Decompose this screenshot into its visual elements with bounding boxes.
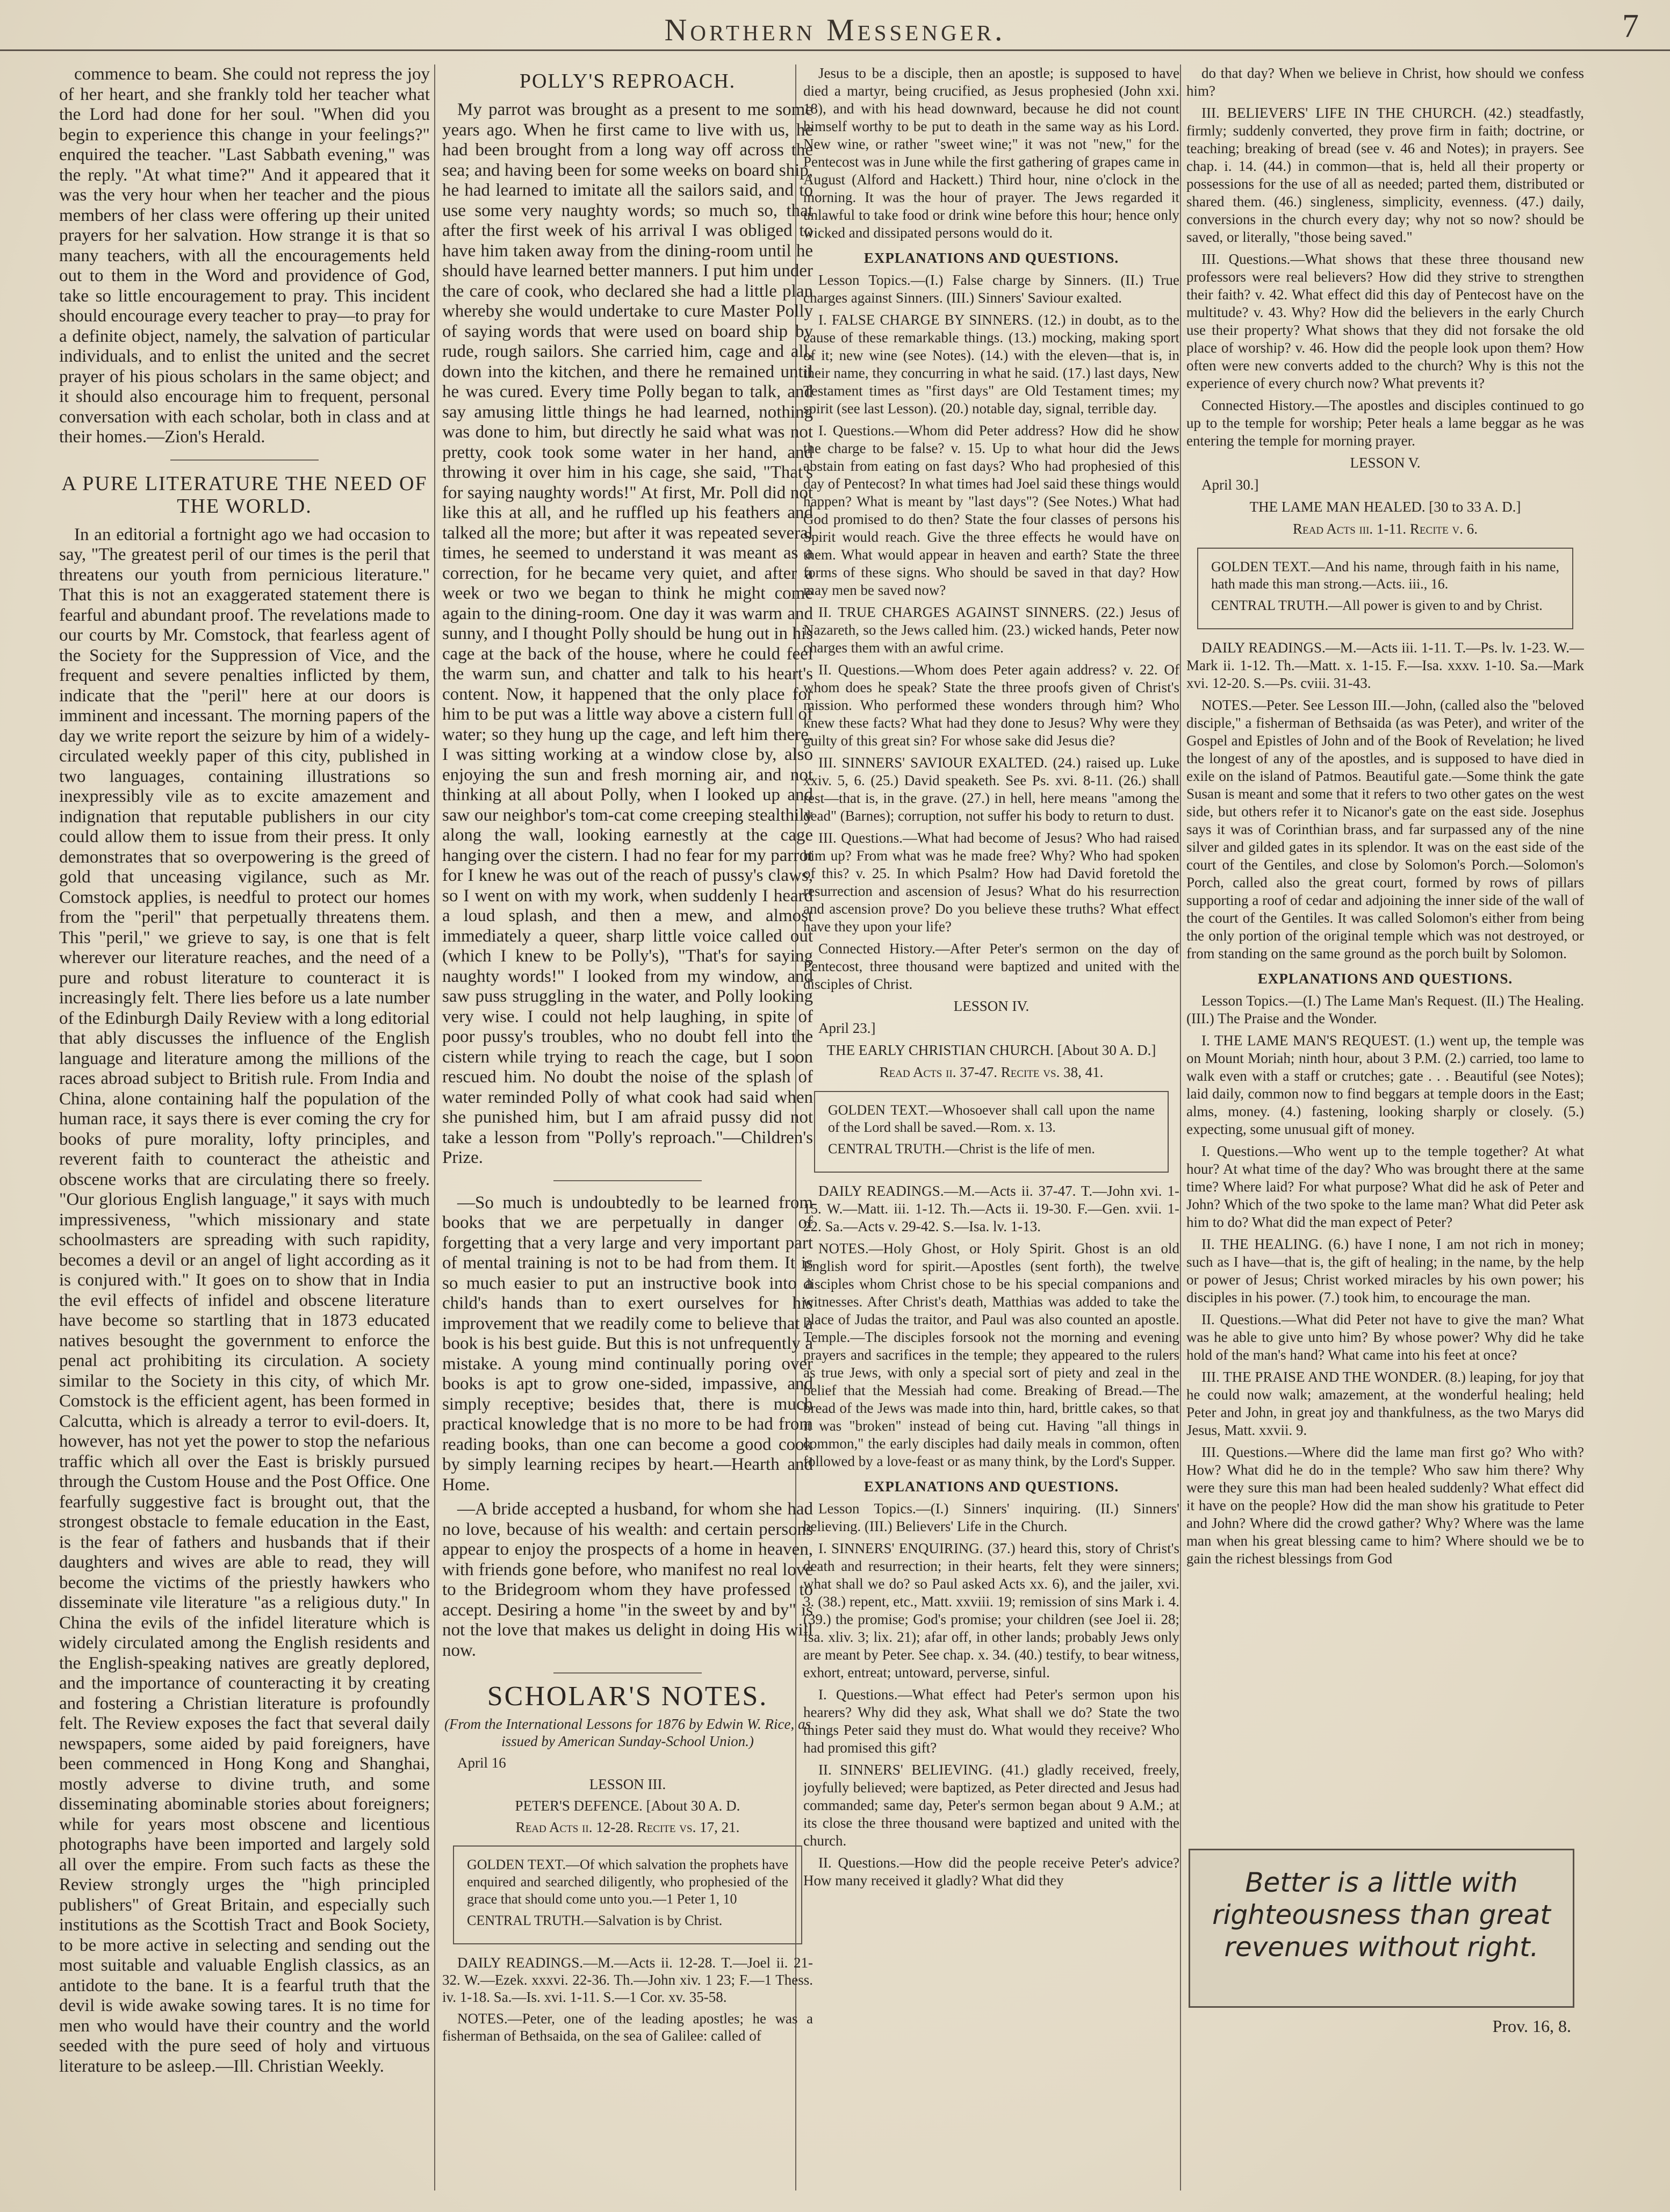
masthead: Northern Messenger.: [664, 12, 1006, 47]
section-heading: EXPLANATIONS AND QUESTIONS.: [863, 1478, 1119, 1495]
lesson-reading: Read Acts ii. 37-47. Recite vs. 38, 41.: [879, 1064, 1104, 1080]
lesson-notes: NOTES.—Peter. See Lesson III.—John, (called also the "beloved disciple," a fisherman of Bethsaida (as was Peter), and writer of the Gospel and Epistles of John and of the Book of Revelation; he lived the longest of any of the apostles, and is supposed to have died in exile on the island of Patmos. Beautiful gate.—Some think the gate Susan is meant and some that it refers to two other gates on the west side, but others refer it to Nicanor's gate on the east side. Josephus says it was of Corinthian brass, and far surpassed any of the nine silver and gilded gates in its splendor. It was on the east side of the court of the Gentiles, and close by Solomon's Porch.—Solomon's Porch, called also the great court, formed by rows of pillars supporting a roof of cedar and adjoining the inner side of the wall of the court of the Gentiles. It was called Solomon's either from being the only portion of the original temple which was not destroyed, or from standing on the same ground as the porch built by Solomon.: [1186, 697, 1584, 961]
golden-text-box: [453, 1845, 802, 1944]
article-text: —So much is undoubtedly to be learned from books that we are perpetually in danger of forgetting that a very large and very important part of mental training is not to be had from them. It is so much easier to put an instructive book into a child's hands than to exert ourselves for his improvement that we readily come to believe that a book is his best guide. But this is not unfrequently a mistake. A young mind continually poring over books is apt to grow one-sided, impassive, and simply receptive; besides that, there is much practical knowledge that is no more to be had from reading books, than one can become a good cook by simply learning recipes by heart.—Hearth and Home.: [442, 1193, 813, 1495]
questions: I. Questions.—Who went up to the temple together? At what hour? At what time of the day? Who was brought there at the same time? Where laid? For what purpose? What did he ask of Peter and John? Which of the two spoke to the lame man? What did Peter ask him to do? What did the man expect of Peter?: [1186, 1143, 1584, 1230]
golden-text-box: [814, 1091, 1169, 1173]
explanation: I. FALSE CHARGE BY SINNERS. (12.) in doubt, as to the cause of these remarkable things. (13.) mocking, making sport of it; new wine (see Notes). (14.) with the eleven—that is, in their name, they concurring in what he said. (17.) last days, New Testament times as "first days" are Old Testament times; my spirit (see last Lesson). (20.) notable day, signal, terrible day.: [803, 312, 1179, 416]
section-source: (From the International Lessons for 1876 by Edwin W. Rice, as issued by American Sunday-School Union.): [444, 1715, 811, 1749]
questions: II. Questions.—Whom does Peter again address? v. 22. Of whom does he speak? State the three proofs given of Christ's mission. Who performed these wonders through him? Who knew these facts? What had they done to Jesus? Why were they guilty of this great sin? For whose sake did Jesus die?: [803, 662, 1179, 749]
divider: [553, 1672, 702, 1674]
central-truth: CENTRAL TRUTH.—Christ is the life of men.: [828, 1141, 1095, 1157]
column-3: [803, 64, 1179, 2196]
article-text: In an editorial a fortnight ago we had occasion to say, "The greatest peril of our times is the peril that threatens our youth from pernicious literature." That this is not an exaggerated statement there is fearful and abundant proof. The revelations made to our courts by Mr. Comstock, that fearless agent of the Society for the Suppression of Vice, and the frequent and severe penalties inflicted by them, indicate that the "peril" here at our doors is imminent and incessant. The morning papers of the day we write report the seizure by him of a widely-circulated weekly paper of this city, published in two languages, containing illustrations so inexpressibly vile as to excite amazement and indignation that reputable publishers in our city could allow them to issue from their press. It only demonstrates that so overpowering is the greed of gold that unceasing vigilance, such as Mr. Comstock applies, is needful to protect our homes from the "peril" that perpetually threatens them. This "peril," we grieve to say, is one that is felt wherever our literature reaches, and the need of a pure and robust literature to counteract it is increasingly felt. There lies before us a late number of the Edinburgh Daily Review with a long editorial that ably discusses the influence of the English language and literature among the millions of the races abroad subject to British rule. From India and China, alone containing half the population of the human race, it says there is ever coming the cry for books of pure morality, lofty principles, and reverent faith to counteract the atheistic and obscene works that are circulating there so freely. "Our glorious English language," it says with much impressiveness, "which missionary and state schoolmasters are spreading with such rapidity, becomes a devil or an angel of light according as it is conjured with." It goes on to show that in India the evil effects of infidel and obscene literature have become so startling that in 1873 educated natives besought the government to enforce the penal act prohibiting its circulation. A society similar to the Society in this city, of which Mr. Comstock is the efficient agent, has been formed in Calcutta, which is already a terror to evil-doers. It, however, has not yet the power to stop the nefarious traffic which all over the East is briskly pursued through the Custom House and the Post Office. One fearfully suggestive fact is brought out, that the strongest obstacle to female education in the East, is the fear of fathers and husbands that if their daughters and wives are able to read, they will become the victims of the priestly hawkers who disseminate vile literature "as a religious duty." In China the evils of the infidel literature which is widely circulated among the English residents and the English-speaking natives are greatly deplored, and the importance of counteracting it by creating and fostering a Christian literature is profoundly felt. The Review exposes the fact that several daily newspapers, some aided by paid foreigners, have been commenced in Hong Kong and Shanghai, mostly adverse to divine truth, and some disseminating abominable stories about foreigners; while for years most obscene and licentious photographs have been imported and largely sold all over the empire. From such facts as these the Review strongly urges the "high principled publishers" of Great Britain, and especially such institutions as the Scottish Tract and Book Society, to be more active in selecting and sending out the most suitable and valuable English classics, as an antidote to the bane. It is a fearful truth that the devil is wide awake sowing tares. It is no time for men who would have their country and the world seeded with the pure seed of holy and virtuous literature to be asleep.—Ill. Christian Weekly.: [59, 525, 430, 2076]
section-heading: EXPLANATIONS AND QUESTIONS.: [1257, 971, 1513, 987]
lesson-title: THE EARLY CHRISTIAN CHURCH. [About 30 A. D.]: [826, 1042, 1156, 1058]
column-rule: [434, 64, 435, 2191]
lesson-notes: NOTES.—Holy Ghost, or Holy Spirit. Ghost is an old English word for spirit.—Apostles (sent forth), the twelve disciples whom Christ chose to be his special companions and witnesses. After Christ's death, Matthias was added to take the place of Judas the traitor, and Paul was also counted an apostle. Temple.—The disciples forsook not the morning and evening prayers and sacrifices in the temple; they appeared to the rulers as true Jews, with only a special sort of piety and zeal in the belief that the Messiah had come. Breaking of Bread.—The bread of the Jews was made into thin, hard, brittle cakes, so that it was "broken" instead of being cut. Having "all things in common," the early disciples had daily meals in common, often followed by a love-feast or as many think, by the Lord's Supper.: [803, 1240, 1179, 1469]
column-4: [1186, 64, 1584, 1836]
lesson-topics: Lesson Topics.—(I.) False charge by Sinners. (II.) True charges against Sinners. (III.) Sinners' Saviour exalted.: [803, 272, 1179, 306]
golden-text: GOLDEN TEXT.—And his name, through faith in his name, hath made this man strong.—Acts. iii., 16.: [1211, 559, 1559, 592]
questions: I. Questions.—Whom did Peter address? How did he show the charge to be false? v. 15. Up to what hour did the Jews abstain from eating on fast days? Who had prophesied of this day of Pentecost? In what times had Joel said these things would happen? What is meant by "last days"? (See Notes.) What had God promised to do then? State the four classes of persons his Spirit would reach. Give the three effects he would have on them. What would appear in heaven and earth? State the three forms of these signs. Who should be saved in that day? How may men be saved now?: [803, 422, 1179, 598]
explanation: III. THE PRAISE AND THE WONDER. (8.) leaping, for joy that he could now walk; amazement, at the wonderful healing; held Peter and John, in great joy and thankfulness, as the two Marys did Jesus, Matt. xxvii. 9.: [1186, 1369, 1584, 1438]
section-title: SCHOLAR'S NOTES.: [487, 1681, 768, 1712]
article-text: My parrot was brought as a present to me some years ago. When he first came to live with us, he had been brought from a long way off across the sea; and having been for some weeks on board ship, he had learned to imitate all the sailors said, and to use some very naughty words; so much so, that after the first week of his arrival I was obliged to have him taken away from the dining-room until he should have learned better manners. I put him under the care of cook, who declared she had a little plan whereby she would undertake to cure Master Polly of saying words that were used on board ship by rude, rough sailors. She carried him, cage and all, down into the kitchen, and there he remained until he was cured. Every time Polly began to talk, and say amusing little things he had learned, nothing was done to him, but directly he said what was not pretty, cook took some water in her hand, and throwing it over him in his cage, she said, "That's for saying naughty words!" At first, Mr. Poll did not like this at all, and he ruffled up his feathers and talked all the more; but after it was repeated several times, he seemed to understand it was meant as a correction, for he became very quiet, and after a week or two we began to think he might come again to the dining-room. One day it was warm and sunny, and I thought Polly should be hung out in his cage at the back of the house, where he could feel the warm sun, and chatter and talk to his heart's content. Now, it happened that the only place for him to be put was a little way above a cistern full of water; so they hung up the cage, and left him there. I was sitting working at a window close by, also enjoying the sun and fresh morning air, and not thinking at all about Polly, when I looked up and saw our neighbor's tom-cat come creeping stealthily along the wall, looking earnestly at the cage hanging over the cistern. I had no fear for my parrot for I knew he was out of the reach of pussy's claws, so I went on with my work, when suddenly I heard a loud splash, and then a mew, and almost immediately a queer, sharp little voice called out (which I knew to be Polly's), "That's for saying naughty words!" I looked from my window, and saw puss struggling in the water, and Polly looking very wise. I could not help laughing, in spite of poor pussy's troubles, who no doubt fell into the cistern while trying to reach the cage, but I soon rescued him. No doubt the noise of the splash of water reminded Polly of what cook had said when she punished him, but I am afraid pussy did not take a lesson from "Polly's reproach."—Children's Prize.: [442, 100, 813, 1167]
section-heading: EXPLANATIONS AND QUESTIONS.: [863, 250, 1119, 266]
scripture-motto: Better is a little with righteousness than great revenues without right.: [1212, 1867, 1551, 1963]
questions: III. Questions.—What shows that these three thousand new professors were real believers? How did they strive to strengthen their faith? v. 42. What effect did this day of Pentecost have on the multitude? v. 43. Why? How did the believers in the early Church use their property? What shows that they did not forsake the old place of worship? v. 46. How did the people look upon them? How often were new converts added to the church? Why is this not the experience of every church now? What prevents it?: [1186, 251, 1584, 391]
questions: II. Questions.—What did Peter not have to give the man? What was he able to give unto him? By whose power? Why did he take hold of the man's hand? What came into his feet at once?: [1186, 1311, 1584, 1363]
divider: [553, 1180, 702, 1181]
lesson-notes: Jesus to be a disciple, then an apostle; is supposed to have died a martyr, being crucified, as Jesus prophesied (John xxi. 18), and with his head downward, because he did not count himself worthy to be put to death in the same way as his Lord. New wine, or rather "sweet wine;" it was not "new," for the Pentecost was in June while the first gathering of grapes came in August (Alford and Hackett.) Third hour, nine o'clock in the morning. It was the hour of prayer. The Jews regarded it unlawful to take food or drink wine before this hour; hence only wicked and dissipated persons would do it.: [803, 65, 1179, 241]
lesson-topics: Lesson Topics.—(I.) Sinners' inquiring. (II.) Sinners' believing. (III.) Believers' Life in the Church.: [803, 1500, 1179, 1534]
lesson-title: PETER'S DEFENCE. [About 30 A. D.: [515, 1797, 740, 1814]
questions: III. Questions.—What had become of Jesus? Who had raised him up? From what was he made free? Why? Who had spoken of this? v. 25. In which Psalm? How had David foretold the resurrection and ascension of Jesus? What do his resurrection and ascension prove? Do you believe these truths? What effect have they upon your life?: [803, 830, 1179, 935]
lesson-title: THE LAME MAN HEALED. [30 to 33 A. D.]: [1249, 499, 1521, 515]
divider: [170, 459, 319, 461]
column-2: [442, 64, 813, 2196]
questions: III. Questions.—Where did the lame man first go? Who with? How? What did he do in the temple? Who saw him there? Why were they sure this man had been healed suddenly? What effect did it have on the people? How did the man show his gratitude to Peter and John? Where did the crowd gather? Why? Where was the lame man when his great blessing came to him? Where should we be to gain the richest blessings from God: [1186, 1444, 1584, 1567]
connected-history: Connected History.—The apostles and disciples continued to go up to the temple for worship; Peter heals a lame beggar as he was entering the temple for morning prayer.: [1186, 397, 1584, 449]
page-header: [0, 0, 1670, 51]
lesson-reading: Read Acts iii. 1-11. Recite v. 6.: [1293, 521, 1478, 537]
central-truth: CENTRAL TRUTH.—Salvation is by Christ.: [467, 1912, 723, 1928]
lesson-notes: NOTES.—Peter, one of the leading apostles; he was a fisherman of Bethsaida, on the sea of Galilee: called of: [442, 2010, 813, 2044]
scripture-reference: Prov. 16, 8.: [1492, 2016, 1571, 2036]
lesson-number: LESSON III.: [589, 1776, 666, 1792]
explanation: III. BELIEVERS' LIFE IN THE CHURCH. (42.) steadfastly, firmly; suddenly converted, they prove firm in faith; doctrine, or teaching; breaking of bread (see v. 46 and Notes); in prayers. See chap. i. 14. (44.) in common—that is, held all their property or possessions for the use of all as needed; parted them, distributed or shared them. (46.) singleness, simplicity, evenness. (47.) daily, conversions in the church every day; why not so now? should be saved, or literally, "those being saved.": [1186, 105, 1584, 245]
page-number: 7: [1622, 8, 1639, 45]
lesson-number: LESSON IV.: [953, 998, 1030, 1014]
questions: II. Questions.—How did the people receive Peter's advice? How many received it gladly? What did they: [803, 1855, 1179, 1888]
scripture-motto-box: [1189, 1849, 1574, 2008]
column-1: [59, 64, 430, 2196]
daily-readings: DAILY READINGS.—M.—Acts ii. 37-47. T.—John xvi. 1-15. W.—Matt. iii. 1-12. Th.—Acts ii. 19-30. F.—Gen. xvii. 1-22. Sa.—Acts v. 29-42. S.—Isa. lv. 1-13.: [803, 1183, 1179, 1234]
article-text: —A bride accepted a husband, for whom she had no love, because of his wealth: and certain persons appear to enjoy the prospects of a home in heaven, with friends gone before, who manifest no real love to the Bridegroom whom they have professed to accept. Desiring a home "in the sweet by and by" is not the love that makes us delight in doing His will now.: [442, 1499, 813, 1660]
explanation: II. THE HEALING. (6.) have I none, I am not rich in money; such as I have—that is, the gift of healing; in the name, by the help or power of Jesus; Christ worked miracles by his own power; his disciples in his power. (7.) took him, to encourage the man.: [1186, 1236, 1584, 1305]
connected-history: Connected History.—After Peter's sermon on the day of Pentecost, three thousand were baptized and united with the disciples of Christ.: [803, 940, 1179, 992]
article-title: A PURE LITERATURE THE NEED OF THE WORLD.: [61, 472, 428, 518]
lesson-number: LESSON V.: [1350, 455, 1421, 471]
article-text: commence to beam. She could not repress the joy of her heart, and she frankly told her teacher what the Lord had done for her soul. "When did you begin to experience this change in your feelings?" enquired the teacher. "Last Sabbath evening," was the reply. "At what time?" And it appeared that it was the very hour when her teacher and the pious members of her class were offering up their united prayers for her salvation. How strange it is that so many teachers, with all the encouragements held out to them in the Word and providence of God, take so little encouragement to pray. This incident should encourage every teacher to pray—to pray for a definite object, namely, the salvation of particular individuals, and to enlist the united and the secret prayer of his pious scholars in the same object; and it should also encourage him to frequent, personal conversation with each scholar, both in class and at their homes.—Zion's Herald.: [59, 64, 430, 447]
golden-text: GOLDEN TEXT.—Whosoever shall call upon the name of the Lord shall be saved.—Rom. x. 13.: [828, 1102, 1155, 1135]
explanation: III. SINNERS' SAVIOUR EXALTED. (24.) raised up. Luke xxiv. 5, 6. (25.) David speaketh. See Ps. xvi. 8-11. (26.) shall rest—that is, in the grave. (27.) in hell, here means "among the dead" (Barnes); corruption, not suffer his body to return to dust.: [803, 755, 1179, 824]
central-truth: CENTRAL TRUTH.—All power is given to and by Christ.: [1211, 598, 1543, 613]
explanation: II. TRUE CHARGES AGAINST SINNERS. (22.) Jesus of Nazareth, so the Jews called him. (23.) wicked hands, Peter now charges them with an awful crime.: [803, 604, 1179, 656]
golden-text-box: [1197, 548, 1573, 629]
daily-readings: DAILY READINGS.—M.—Acts iii. 1-11. T.—Ps. lv. 1-23. W.—Mark ii. 1-12. Th.—Matt. x. 1-15. F.—Isa. xxxv. 1-10. Sa.—Mark xvi. 12-20. S.—Ps. cviii. 31-43.: [1186, 640, 1584, 691]
daily-readings: DAILY READINGS.—M.—Acts ii. 12-28. T.—Joel ii. 21-32. W.—Ezek. xxxvi. 22-36. Th.—John xiv. 1 23; F.—1 Thess. iv. 1-18. Sa.—Is. xvi. 1-11. S.—1 Cor. xv. 35-58.: [442, 1954, 813, 2005]
explanation: I. THE LAME MAN'S REQUEST. (1.) went up, the temple was on Mount Moriah; ninth hour, about 3 P.M. (2.) carried, too lame to walk even with a staff or crutches; gate . . . Beautiful (see Notes); laid daily, common now to find beggars at temple doors in the East; alms, money. (4.) fastening, looking sharply or closely. (5.) expecting, some unusual gift of money.: [1186, 1032, 1584, 1137]
article-title: POLLY'S REPROACH.: [519, 70, 736, 92]
questions: I. Questions.—What effect had Peter's sermon upon his hearers? Why did they ask, What shall we do? State the two things Peter said they must do. What would they receive? Who had promised this gift?: [803, 1686, 1179, 1756]
explanation: II. SINNERS' BELIEVING. (41.) gladly received, freely, joyfully believed; were baptized, as Peter directed and Jesus had commanded; same day, Peter's sermon began about 9 A.M.; at its close the three thousand were baptized and united with the church.: [803, 1762, 1179, 1849]
questions: do that day? When we believe in Christ, how should we confess him?: [1186, 65, 1584, 99]
column-rule: [1180, 64, 1181, 2191]
lesson-topics: Lesson Topics.—(I.) The Lame Man's Request. (II.) The Healing. (III.) The Praise and the Wonder.: [1186, 993, 1584, 1026]
lesson-date: April 23.]: [818, 1020, 876, 1036]
lesson-reading: Read Acts ii. 12-28. Recite vs. 17, 21.: [515, 1819, 740, 1835]
golden-text: GOLDEN TEXT.—Of which salvation the prophets have enquired and searched diligently, who prophesied of the grace that should come unto you.—1 Peter 1, 10: [467, 1856, 788, 1907]
lesson-date: April 30.]: [1201, 477, 1259, 493]
lesson-date: April 16: [457, 1754, 506, 1771]
explanation: I. SINNERS' ENQUIRING. (37.) heard this, story of Christ's death and resurrection; in their hearts, felt they were sinners; what shall we do? so Paul asked Acts xx. 6), and the jailer, xvi. 3. (38.) repent, etc., Matt. xxviii. 19; remission of sins Mark i. 4. (39.) the promise; God's promise; your children (see Joel ii. 28; Isa. xliv. 3; lix. 21); afar off, in other lands; probably Jews only are meant by Peter. See chap. x. 34. (40.) testify, to bear witness, exhort, entreat; untoward, perverse, sinful.: [803, 1540, 1179, 1680]
